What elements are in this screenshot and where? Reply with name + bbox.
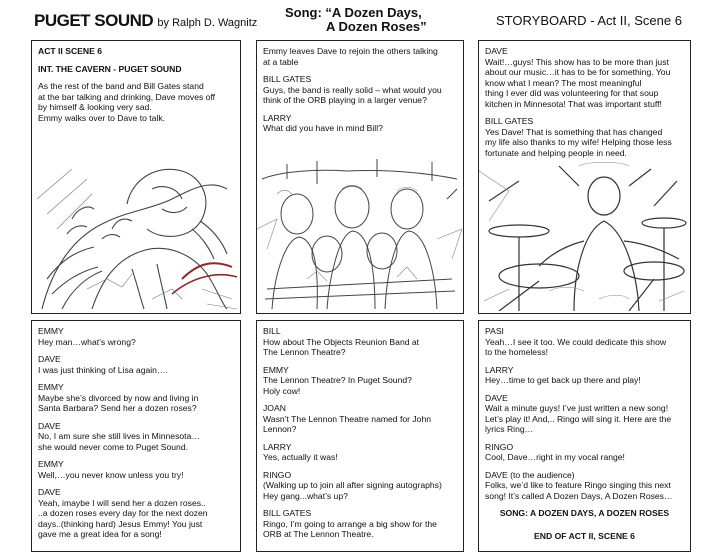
song-title-line2: A Dozen Roses”	[326, 19, 427, 34]
storyboard-panel-2	[256, 40, 464, 314]
dialogue-line: Santa Barbara? Send her a dozen roses?	[38, 403, 197, 413]
dialogue-line: Maybe she’s divorced by now and living in	[38, 392, 199, 403]
dialogue-line: my life also thanks to my wife! Helping those less	[485, 137, 672, 147]
panel-4-text	[38, 326, 234, 547]
dialogue-block	[485, 46, 684, 109]
speaker-name: BILL GATES	[263, 508, 312, 518]
speaker-name: BILL GATES	[263, 74, 312, 84]
dialogue-block	[38, 487, 234, 540]
sketch-illustration-band-at-table	[257, 159, 462, 312]
dialogue-block	[263, 365, 457, 397]
speaker-name: EMMY	[38, 382, 64, 392]
dialogue-block	[38, 326, 234, 347]
action-line: at the bar talking and drinking, Dave moves off	[38, 91, 216, 102]
dialogue-block	[485, 393, 684, 435]
dialogue-line: How about The Objects Reunion Band at	[263, 336, 420, 347]
dialogue-line: I was just thinking of Lisa again….	[38, 364, 168, 375]
author-text: by Ralph D. Wagnitz	[157, 17, 258, 29]
speaker-name: BILL GATES	[485, 116, 534, 126]
title-text: PUGET SOUND	[34, 11, 154, 30]
dialogue-line: The Lennon Theatre?	[263, 347, 346, 357]
dialogue-line: No, I am sure she still lives in Minnesota…	[38, 431, 200, 441]
speaker-name: PASI	[485, 326, 504, 336]
dialogue-line: Lennon?	[263, 424, 297, 434]
storyboard-panel-3	[478, 40, 691, 314]
speaker-name: LARRY	[263, 112, 292, 123]
dialogue-block	[263, 508, 457, 540]
speaker-name: BILL	[263, 326, 281, 336]
speaker-name: DAVE (to the audience)	[485, 469, 575, 480]
location-heading: INT. THE CAVERN - PUGET SOUND	[38, 63, 182, 74]
action-line: by himself & looking very sad.	[38, 102, 152, 112]
dialogue-line: Holy cow!	[263, 385, 301, 396]
dialogue-line: Let’s play it! And,.. Ringo will sing it. Here are the	[485, 413, 672, 424]
dialogue-block	[263, 403, 457, 435]
sketch-illustration-drummer	[479, 161, 689, 311]
dialogue-block	[263, 442, 457, 463]
speaker-name: JOAN	[263, 403, 286, 413]
dialogue-line: Ringo, I’m going to arrange a big show for the	[263, 518, 437, 529]
dialogue-line: thing I ever did was volunteering for that soup	[485, 88, 659, 98]
dialogue-line: Wasn’t The Lennon Theatre named for John	[263, 413, 432, 424]
speaker-name: LARRY	[263, 441, 292, 452]
speaker-name: RINGO	[263, 469, 292, 480]
panel-2-text	[263, 46, 457, 141]
dialogue-line: know what I mean? The most meaningful	[485, 77, 642, 88]
action-text	[38, 81, 234, 123]
dialogue-line: ..a dozen roses every day for the next dozen	[38, 508, 208, 518]
end-of-scene: END OF ACT II, SCENE 6	[534, 530, 635, 541]
dialogue-block	[263, 113, 457, 134]
dialogue-line: (Walking up to join all after signing autographs)	[263, 480, 442, 490]
dialogue-block	[38, 421, 234, 453]
dialogue-block	[263, 470, 457, 502]
song-callout: SONG: A DOZEN DAYS, A DOZEN ROSES	[499, 508, 670, 518]
dialogue-block	[485, 365, 684, 386]
dialogue-line: days..(thinking hard) Jesus Emmy! You just	[38, 518, 203, 529]
speaker-name: DAVE	[485, 46, 508, 56]
dialogue-block	[38, 459, 234, 480]
panel-5-text	[263, 326, 457, 547]
dialogue-line: Folks, we’d like to feature Ringo singing this next	[485, 480, 671, 490]
speaker-name: DAVE	[38, 487, 61, 497]
speaker-name: DAVE	[38, 420, 61, 431]
dialogue-line: What did you have in mind Bill?	[263, 123, 383, 133]
storyboard-panel-5	[256, 320, 464, 552]
panel-3-text	[485, 46, 684, 165]
action-line: at a table	[263, 56, 299, 67]
dialogue-block	[38, 382, 234, 414]
speaker-name: EMMY	[38, 326, 64, 336]
dialogue-line: lyrics Ring…	[485, 424, 534, 434]
dialogue-line: Guys, the band is really solid – what would you	[263, 84, 442, 95]
speaker-name: LARRY	[485, 364, 514, 375]
dialogue-line: Yes, actually it was!	[263, 452, 338, 462]
dialogue-line: Yeah, imaybe I will send her a dozen roses..	[38, 497, 206, 508]
panel-6-text	[485, 326, 684, 548]
dialogue-line: gave me a great idea for a song!	[38, 529, 162, 539]
speaker-name: EMMY	[38, 459, 64, 469]
dialogue-block	[263, 326, 457, 358]
dialogue-line: song! It’s called A Dozen Days, A Dozen Roses…	[485, 490, 673, 501]
dialogue-block	[38, 354, 234, 375]
speaker-name: RINGO	[485, 441, 514, 452]
dialogue-block	[485, 470, 684, 502]
dialogue-line: Yes Dave! That is something that has changed	[485, 126, 663, 137]
dialogue-line: Yeah…I see it too. We could dedicate this show	[485, 336, 667, 347]
action-line: As the rest of the band and Bill Gates stand	[38, 81, 204, 91]
dialogue-line: The Lennon Theatre? In Puget Sound?	[263, 375, 412, 385]
storyboard-label: STORYBOARD - Act II, Scene 6	[496, 13, 682, 28]
speaker-name: DAVE	[485, 392, 508, 403]
speaker-name: DAVE	[38, 354, 61, 364]
storyboard-panel-4	[31, 320, 241, 552]
dialogue-line: Hey gang...what’s up?	[263, 490, 348, 501]
song-title-line1: Song: “A Dozen Days,	[285, 5, 422, 20]
sketch-illustration-guitarist	[32, 159, 239, 312]
action-text	[263, 46, 457, 67]
dialogue-block	[485, 326, 684, 358]
action-line: Emmy walks over to Dave to talk.	[38, 112, 166, 123]
dialogue-line: think of the ORB playing in a larger venue?	[263, 95, 427, 105]
dialogue-block	[485, 116, 684, 158]
dialogue-block	[485, 442, 684, 463]
storyboard-panel-1	[31, 40, 241, 314]
action-line: Emmy leaves Dave to rejoin the others talking	[263, 46, 438, 56]
dialogue-line: kitchen in Minnesota! That was important stuff!	[485, 98, 662, 109]
storyboard-panel-6	[478, 320, 691, 552]
dialogue-line: to the homeless!	[485, 347, 549, 357]
dialogue-line: Wait a minute guys! I’ve just written a new song!	[485, 403, 669, 413]
dialogue-line: Wait!…guys! This show has to be more than just	[485, 56, 669, 67]
dialogue-line: she would never come to Puget Sound.	[38, 441, 189, 452]
panel-1-text	[38, 46, 234, 123]
dialogue-line: ORB at The Lennon Theatre.	[263, 529, 374, 539]
dialogue-line: Cool, Dave…right in my vocal range!	[485, 452, 625, 462]
dialogue-block	[263, 74, 457, 106]
dialogue-line: fortunate and helping people in need.	[485, 147, 627, 158]
dialogue-line: about our music…it has to be for something. You	[485, 67, 671, 77]
speaker-name: EMMY	[263, 364, 289, 375]
dialogue-line: Well,…you never know unless you try!	[38, 469, 184, 480]
scene-heading: ACT II SCENE 6	[38, 46, 102, 56]
dialogue-line: Hey man…what’s wrong?	[38, 336, 136, 347]
dialogue-line: Hey…time to get back up there and play!	[485, 375, 641, 385]
